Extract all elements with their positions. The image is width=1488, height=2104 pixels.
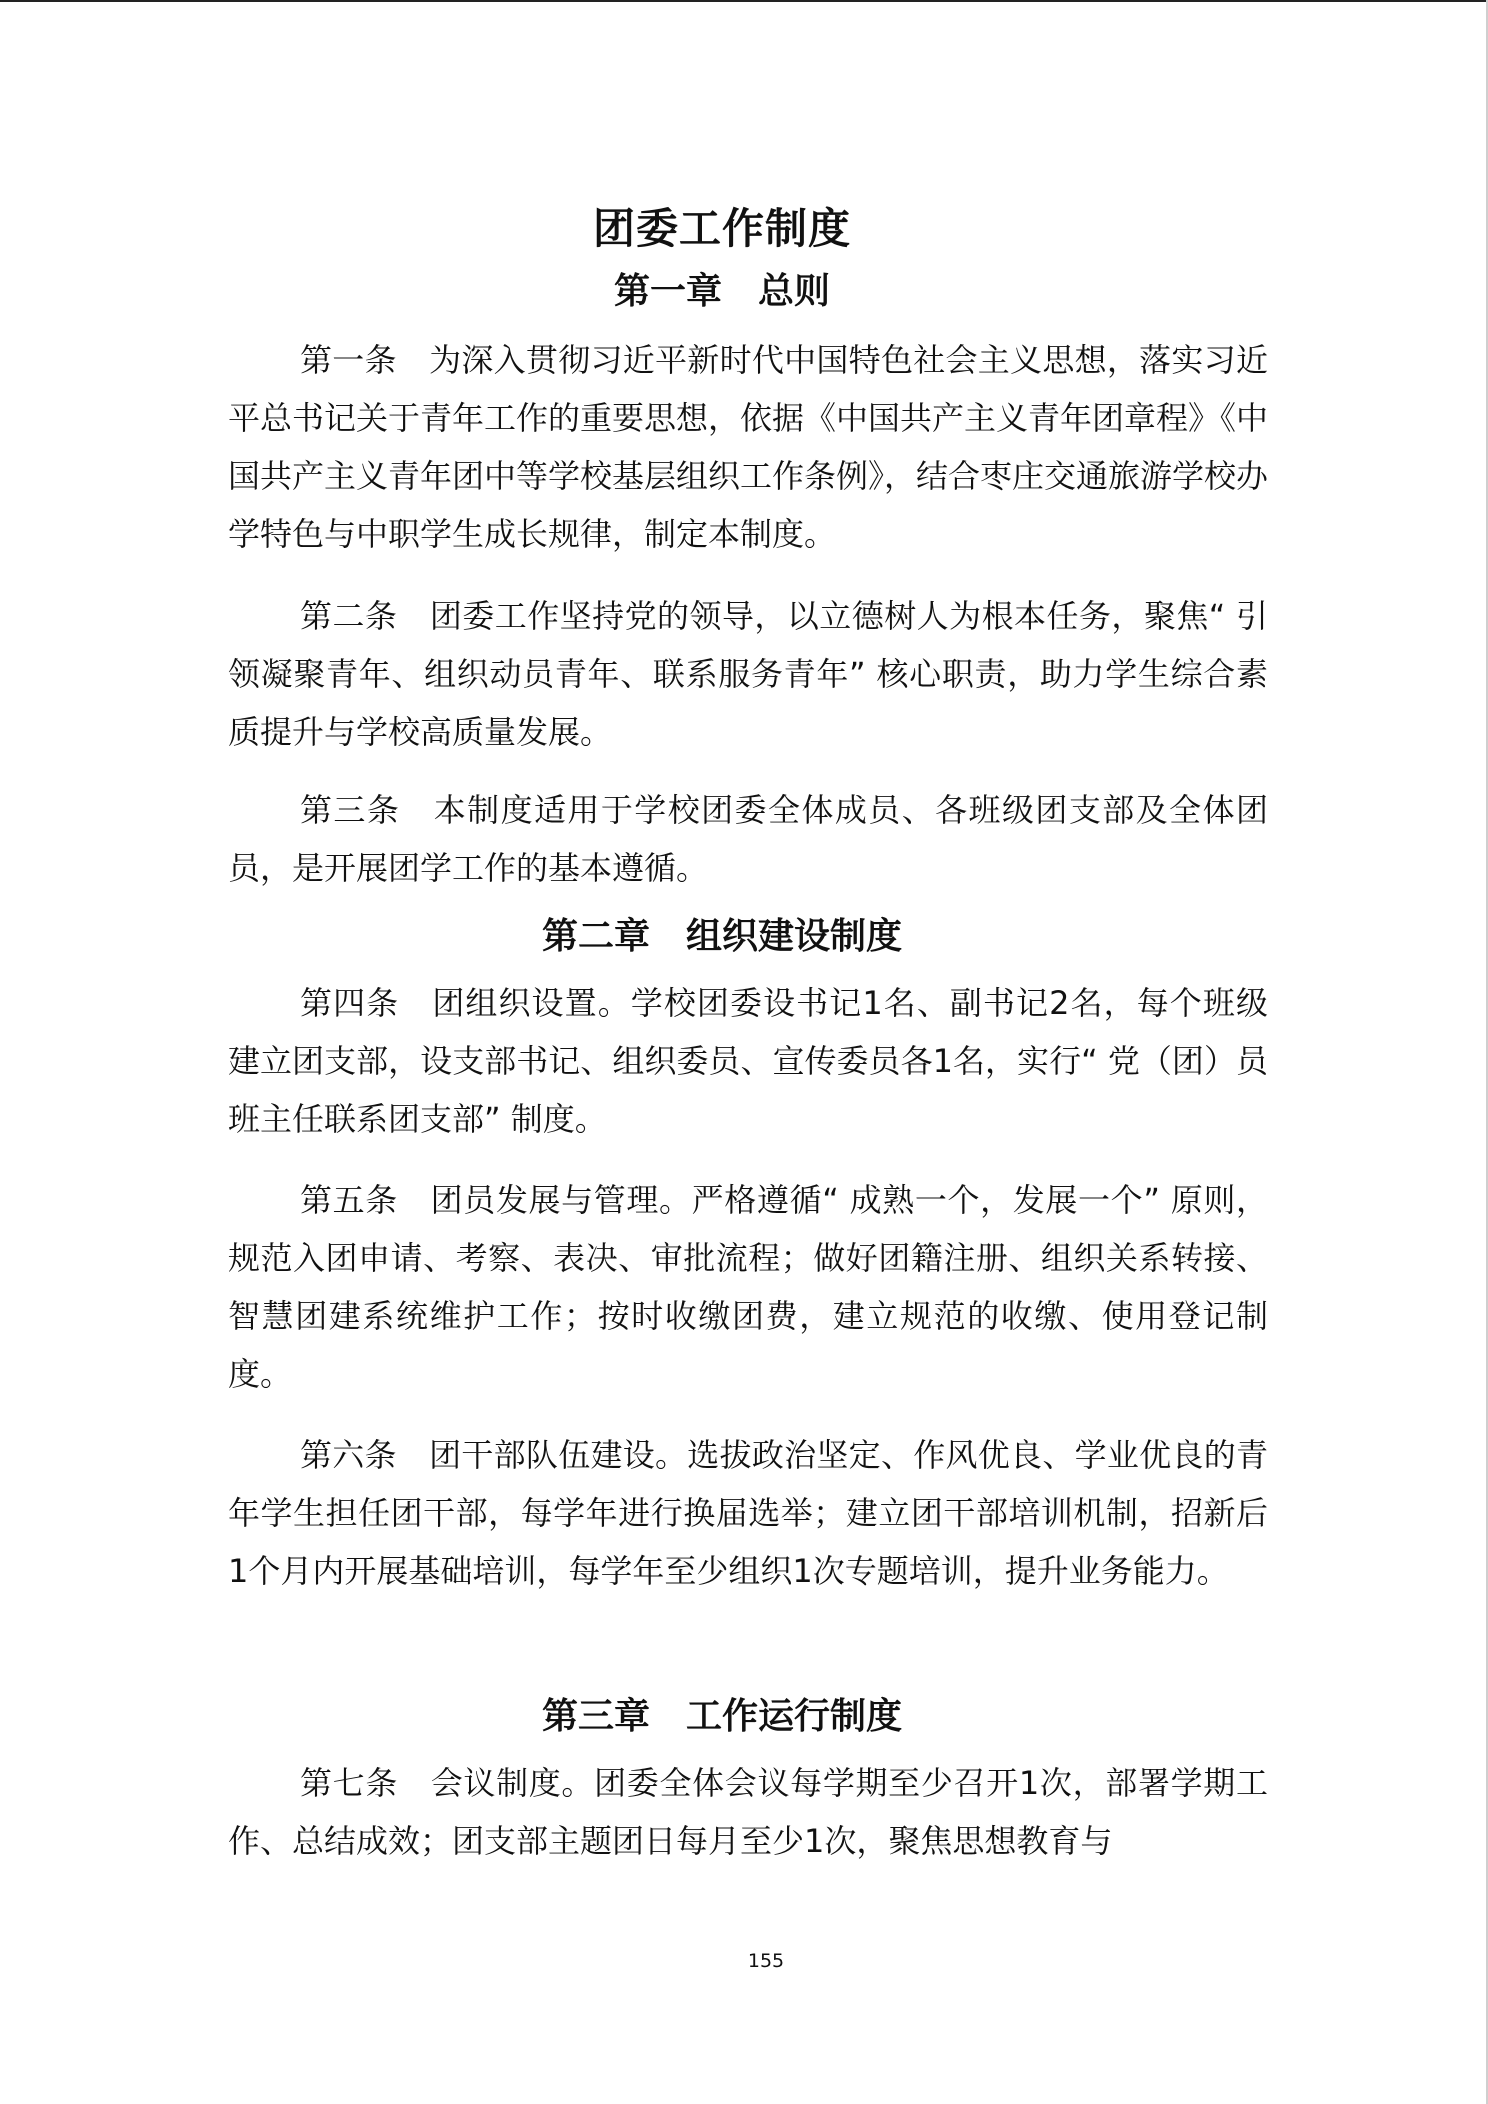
top-border-line bbox=[0, 0, 1488, 2]
article-3-text: 本制度适用于学校团委全体成员、各班级团支部及全体团员，是开展团学工作的基本遵循。 bbox=[228, 791, 1268, 887]
article-3-head: 第三条 bbox=[300, 791, 401, 829]
page-number: 155 bbox=[747, 1950, 785, 1972]
article-3 bbox=[228, 781, 1268, 897]
article-2 bbox=[228, 587, 1268, 761]
chapter-1-heading: 第一章 总则 bbox=[613, 271, 830, 312]
article-4-head: 第四条 bbox=[300, 984, 400, 1022]
article-6-text: 团干部队伍建设。选拔政治坚定、作风优良、学业优良的青年学生担任团干部，每学年进行换届选举；建立团干部培训机制，招新后1个月内开展基础培训，每学年至少组织1次专题培训，提升业务能力。 bbox=[228, 1436, 1268, 1590]
article-5-text: 团员发展与管理。严格遵循“ 成熟一个，发展一个” 原则，规范入团申请、考察、表决、审批流程；做好团籍注册、组织关系转接、智慧团建系统维护工作；按时收缴团费，建立规范的收缴、使用登记制度。 bbox=[228, 1181, 1268, 1393]
article-6-head: 第六条 bbox=[300, 1436, 397, 1474]
article-6 bbox=[228, 1426, 1268, 1600]
article-5-head: 第五条 bbox=[300, 1181, 398, 1219]
article-2-text: 团委工作坚持党的领导，以立德树人为根本任务，聚焦“ 引领凝聚青年、组织动员青年、联系服务青年” 核心职责，助力学生综合素质提升与学校高质量发展。 bbox=[228, 597, 1268, 751]
article-1-head: 第一条 bbox=[300, 341, 397, 379]
article-4 bbox=[228, 974, 1268, 1148]
article-7 bbox=[228, 1754, 1268, 1870]
article-1-text: 为深入贯彻习近平新时代中国特色社会主义思想，落实习近平总书记关于青年工作的重要思想，依据《中国共产主义青年团章程》《中国共产主义青年团中等学校基层组织工作条例》，结合枣庄交通旅游学校办学特色与中职学生成长规律，制定本制度。 bbox=[228, 341, 1269, 553]
document-title: 团委工作制度 bbox=[592, 204, 851, 253]
article-5 bbox=[228, 1171, 1268, 1403]
article-7-text: 会议制度。团委全体会议每学期至少召开1次，部署学期工作、总结成效；团支部主题团日每月至少1次，聚焦思想教育与 bbox=[228, 1764, 1268, 1860]
chapter-2-heading: 第二章 组织建设制度 bbox=[541, 916, 902, 957]
article-2-head: 第二条 bbox=[300, 597, 398, 635]
article-1 bbox=[228, 331, 1268, 563]
article-7-head: 第七条 bbox=[300, 1764, 399, 1802]
chapter-3-heading: 第三章 工作运行制度 bbox=[541, 1696, 902, 1737]
article-4-text: 团组织设置。学校团委设书记1名、副书记2名，每个班级建立团支部，设支部书记、组织委员、宣传委员各1名，实行“ 党（团）员班主任联系团支部” 制度。 bbox=[228, 984, 1268, 1138]
